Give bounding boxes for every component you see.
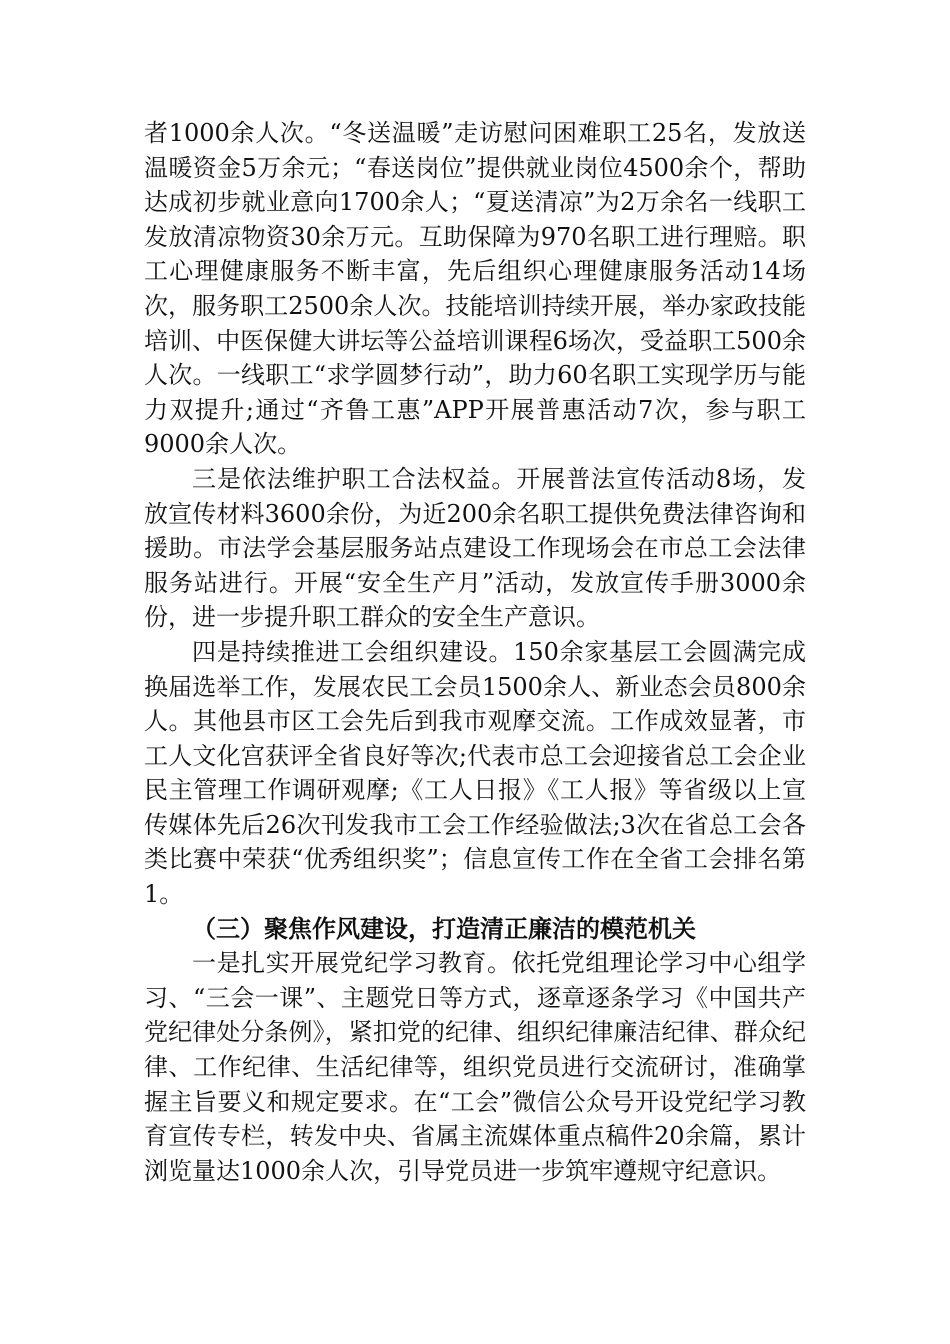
paragraph-continued: 者1000余人次。“冬送温暖”走访慰问困难职工25名，发放送温暖资金5万余元；“春送岗位”提供就业岗位4500余个，帮助达成初步就业意向1700余人；“夏送清凉”为2万余名一线职工发放清凉物资30余万元。互助保障为970名职工进行理赔。职工心理健康服务不断丰富，先后组织心理健康服务活动14场次，服务职工2500余人次。技能培训持续开展，举办家政技能培训、中医保健大讲坛等公益培训课程6场次，受益职工500余人次。一线职工“求学圆梦行动”，助力60名职工实现学历与能力双提升;通过“齐鲁工惠”APP开展普惠活动7次，参与职工9000余人次。 <box>144 119 806 459</box>
document-page <box>144 116 806 1188</box>
section-heading: （三）聚焦作风建设，打造清正廉洁的模范机关 <box>192 913 696 943</box>
paragraph-organization-building: 四是持续推进工会组织建设。150余家基层工会圆满完成换届选举工作，发展农民工会员1500余人、新业态会员800余人。其他县市区工会先后到我市观摩交流。工作成效显著，市工人文化宫获评全省良好等次;代表市总工会迎接省总工会企业民主管理工作调研观摩;《工人日报》《工人报》等省级以上宣传媒体先后26次刊发我市工会工作经验做法;3次在省总工会各类比赛中荣获“优秀组织奖”；信息宣传工作在全省工会排名第1。 <box>144 637 806 909</box>
paragraph-legal-rights: 三是依法维护职工合法权益。开展普法宣传活动8场，发放宣传材料3600余份，为近200余名职工提供免费法律咨询和援助。市法学会基层服务站点建设工作现场会在市总工会法律服务站进行。开展“安全生产月”活动，发放宣传手册3000余份，进一步提升职工群众的安全生产意识。 <box>144 464 806 632</box>
paragraph-discipline-education: 一是扎实开展党纪学习教育。依托党组理论学习中心组学习、“三会一课”、主题党日等方式，逐章逐条学习《中国共产党纪律处分条例》，紧扣党的纪律、组织纪律廉洁纪律、群众纪律、工作纪律、生活纪律等，组织党员进行交流研讨，准确掌握主旨要义和规定要求。在“工会”微信公众号开设党纪学习教育宣传专栏，转发中央、省属主流媒体重点稿件20余篇，累计浏览量达1000余人次，引导党员进一步筑牢遵规守纪意识。 <box>144 949 806 1185</box>
